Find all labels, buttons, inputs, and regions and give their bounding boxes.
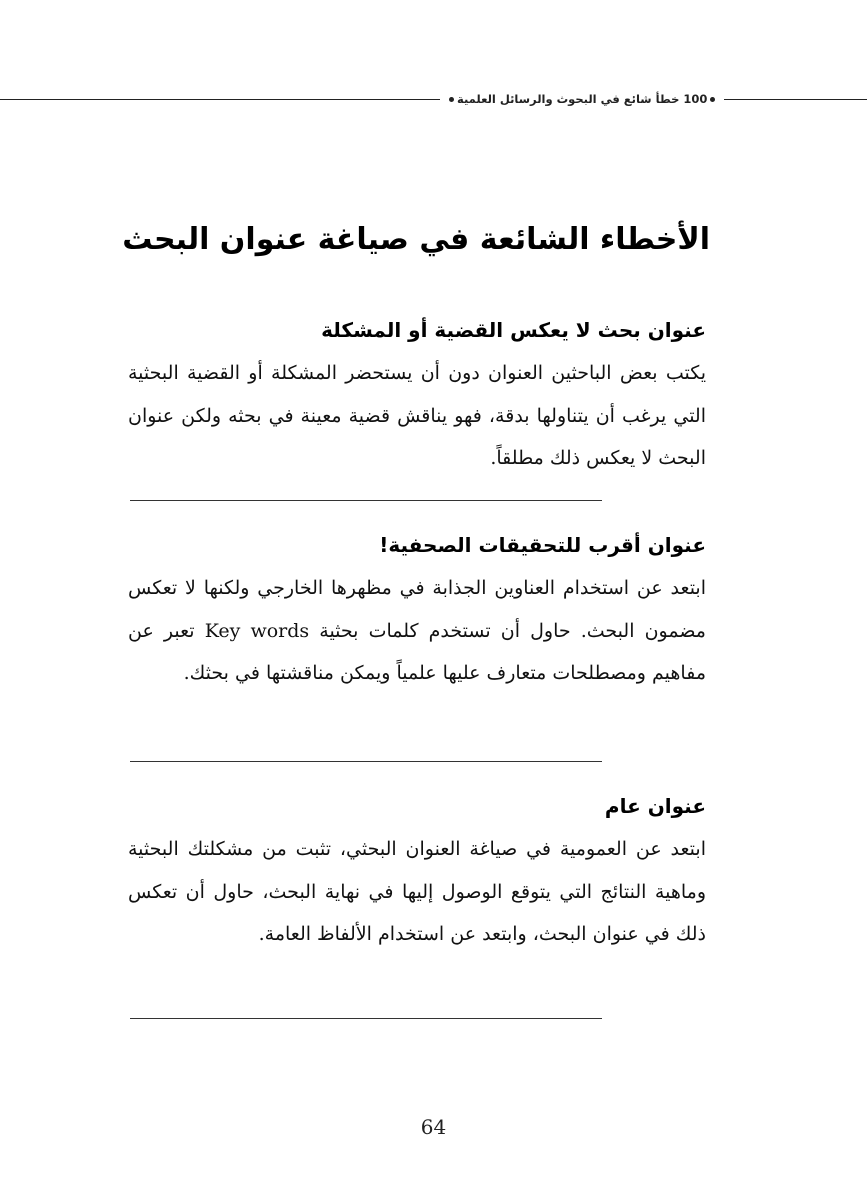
running-header	[440, 90, 724, 108]
section-divider	[130, 1018, 602, 1019]
chapter-title: الأخطاء الشائعة في صياغة عنوان البحث	[122, 222, 710, 257]
section-heading: عنوان بحث لا يعكس القضية أو المشكلة	[321, 318, 706, 342]
section-journalistic-title	[128, 525, 706, 695]
section-divider	[130, 761, 602, 762]
section-body: يكتب بعض الباحثين العنوان دون أن يستحضر المشكلة أو القضية البحثية التي يرغب أن يتناولها بدقة، فهو يناقش قضية معينة في بحثه ولكن عنوان البحث لا يعكس ذلك مطلقاً.	[128, 362, 706, 469]
bullet-dot-icon	[449, 97, 454, 102]
page-number: 64	[420, 1115, 447, 1139]
section-general-title	[128, 786, 706, 956]
section-heading: عنوان عام	[604, 794, 706, 818]
section-unreflective-title	[128, 310, 706, 480]
bullet-dot-icon	[710, 97, 715, 102]
header-rule	[0, 99, 867, 100]
running-header-text: 100 خطأ شائع في البحوث والرسائل العلمية	[457, 92, 708, 106]
section-body: ابتعد عن استخدام العناوين الجذابة في مظهرها الخارجي ولكنها لا تعكس مضمون البحث. حاول أن تستخدم كلمات بحثية Key words تعبر عن مفاهيم ومصطلحات متعارف عليها علمياً ويمكن مناقشتها في بحثك.	[128, 577, 706, 684]
section-body: ابتعد عن العمومية في صياغة العنوان البحثي، تثبت من مشكلتك البحثية وماهية النتائج التي يتوقع الوصول إليها في نهاية البحث، حاول أن تعكس ذلك في عنوان البحث، وابتعد عن استخدام الألفاظ العامة.	[128, 838, 706, 945]
section-heading: عنوان أقرب للتحقيقات الصحفية!	[379, 533, 706, 557]
section-divider	[130, 500, 602, 501]
